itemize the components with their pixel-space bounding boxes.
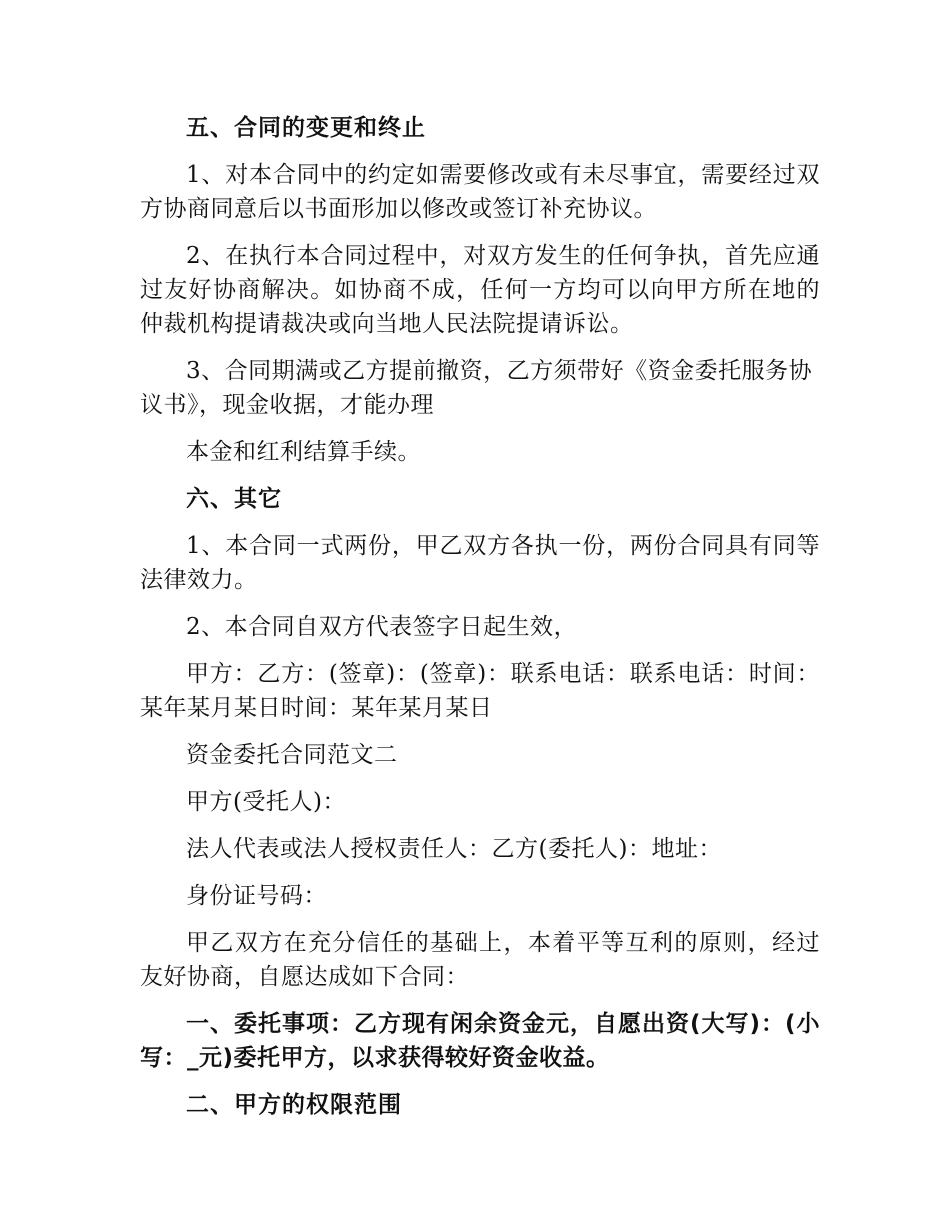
paragraph-id-number: 身份证号码： bbox=[186, 883, 327, 909]
document-body bbox=[140, 111, 820, 1135]
section-heading-other: 六、其它 bbox=[186, 486, 282, 512]
paragraph-clause-6-1: 1、本合同一式两份，甲乙双方各执一份，两份合同具有同等法律效力。 bbox=[140, 533, 820, 593]
paragraph-clause-5-1: 1、对本合同中的约定如需要修改或有未尽事宜，需要经过双方协商同意后以书面形加以修改或签订补充协议。 bbox=[140, 162, 820, 222]
section-heading-authority-scope: 二、甲方的权限范围 bbox=[186, 1092, 402, 1118]
paragraph-preamble: 甲乙双方在充分信任的基础上，本着平等互利的原则，经过友好协商，自愿达成如下合同： bbox=[140, 930, 820, 990]
paragraph-entrusted-matters: 一、委托事项：乙方现有闲余资金元，自愿出资(大写)：(小写：_元)委托甲方，以求获得较好资金收益。 bbox=[140, 1011, 820, 1071]
paragraph-settlement: 本金和红利结算手续。 bbox=[186, 439, 421, 465]
paragraph-clause-6-2: 2、本合同自双方代表签字日起生效， bbox=[186, 614, 578, 640]
paragraph-sample-title: 资金委托合同范文二 bbox=[186, 742, 398, 768]
paragraph-party-a: 甲方(受托人)： bbox=[186, 789, 346, 815]
paragraph-signatures: 甲方：乙方：(签章)：(签章)：联系电话：联系电话：时间：某年某月某日时间：某年某月某日 bbox=[140, 661, 820, 721]
paragraph-legal-rep: 法人代表或法人授权责任人：乙方(委托人)：地址： bbox=[186, 836, 722, 862]
section-heading-change-termination: 五、合同的变更和终止 bbox=[186, 115, 426, 141]
paragraph-clause-5-2: 2、在执行本合同过程中，对双方发生的任何争执，首先应通过友好协商解决。如协商不成，任何一方均可以向甲方所在地的仲裁机构提请裁决或向当地人民法院提请诉讼。 bbox=[140, 243, 820, 337]
paragraph-clause-5-3: 3、合同期满或乙方提前撤资，乙方须带好《资金委托服务协议书》，现金收据，才能办理 bbox=[140, 358, 813, 418]
